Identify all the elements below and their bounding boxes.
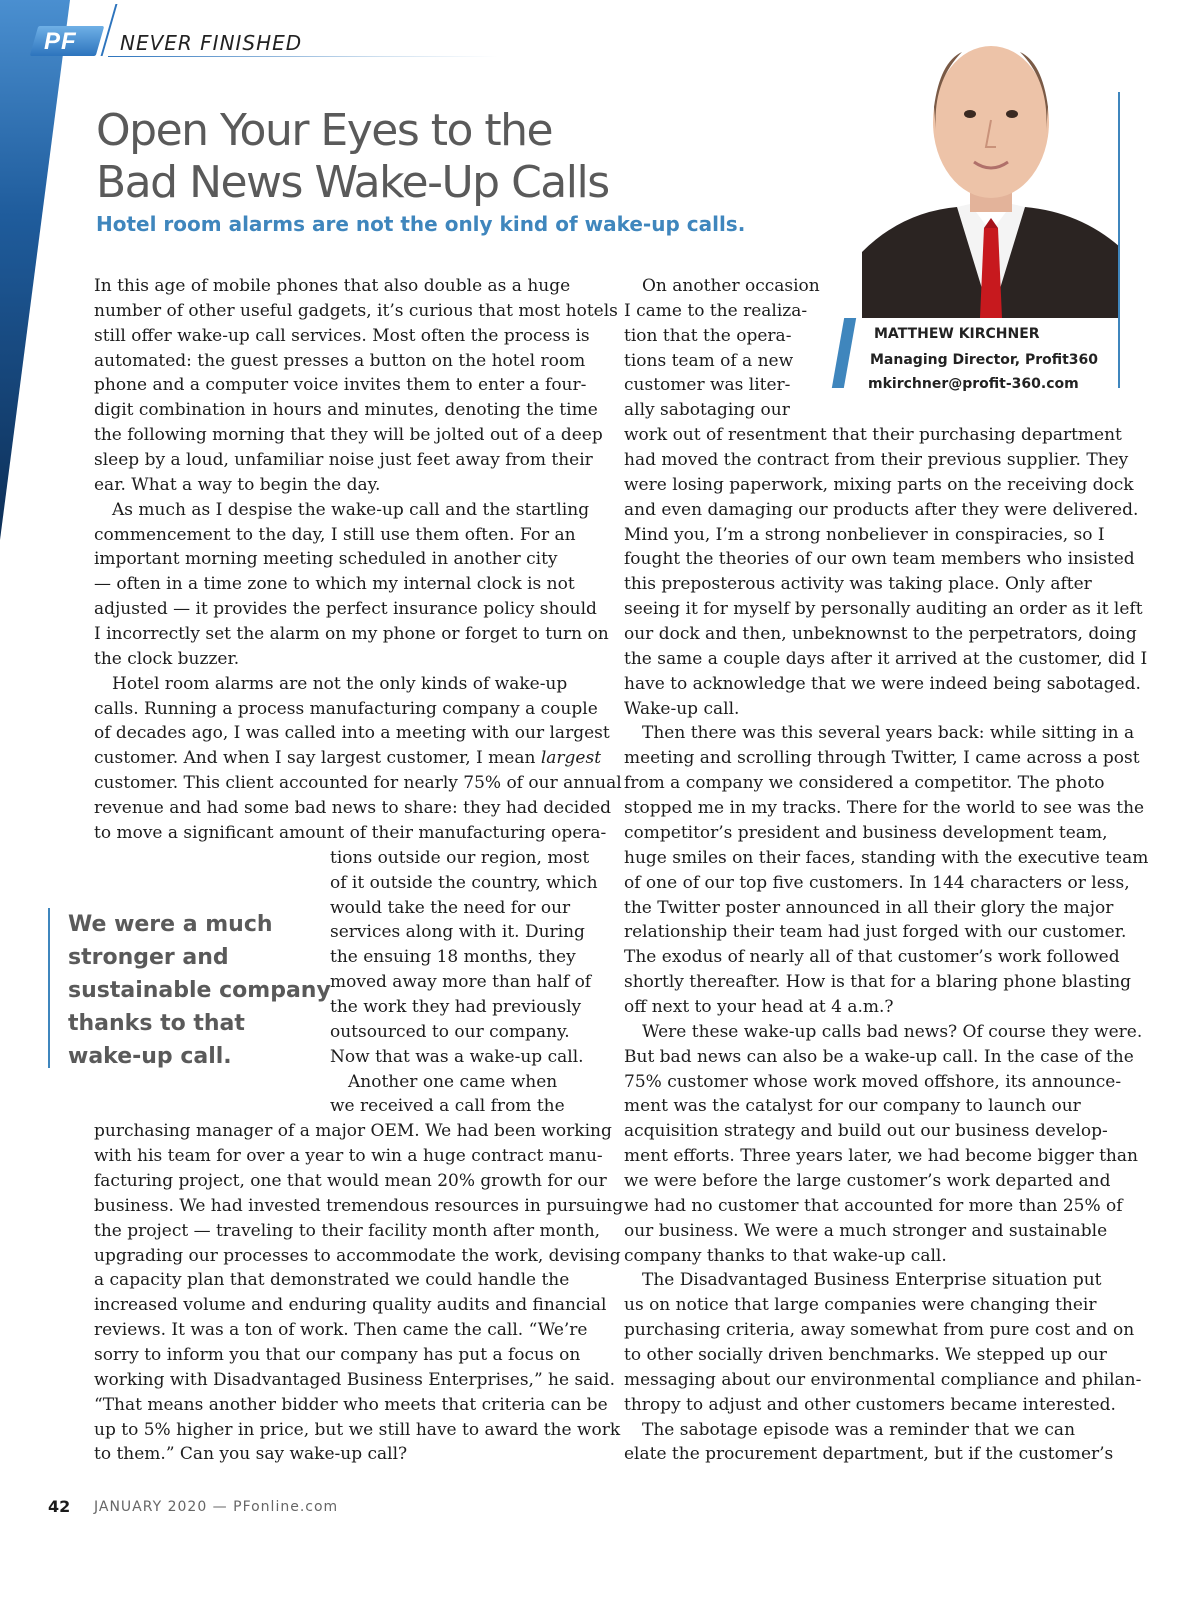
body-line: up to 5% higher in price, but we still have to award the work — [94, 1420, 621, 1440]
page-number: 42 — [48, 1497, 71, 1516]
body-line: thropy to adjust and other customers became interested. — [624, 1395, 1116, 1415]
author-role: Managing Director, Profit360 — [870, 352, 1099, 368]
body-line: the ensuing 18 months, they — [330, 947, 576, 967]
author-photo — [862, 22, 1120, 318]
body-line: this preposterous activity was taking place. Only after — [624, 574, 1092, 594]
body-line: sleep by a loud, unfamiliar noise just feet away from their — [94, 450, 593, 470]
body-line: of one of our top five customers. In 144 characters or less, — [624, 873, 1130, 893]
body-line: facturing project, one that would mean 20% growth for our — [94, 1171, 607, 1191]
body-line: to other socially driven benchmarks. We stepped up our — [624, 1345, 1107, 1365]
body-line: have to acknowledge that we were indeed being sabotaged. — [624, 674, 1141, 694]
body-line: relationship their team had just forged with our customer. — [624, 922, 1127, 942]
body-line: our dock and then, unbeknownst to the perpetrators, doing — [624, 624, 1137, 644]
pf-logo-text: PF — [44, 28, 77, 55]
body-line: Mind you, I’m a strong nonbeliever in conspiracies, so I — [624, 525, 1105, 545]
body-line: tions outside our region, most — [330, 848, 590, 868]
body-line: important morning meeting scheduled in another city — [94, 549, 558, 569]
body-line: business. We had invested tremendous resources in pursuing — [94, 1196, 624, 1216]
body-line: The exodus of nearly all of that customer’s work followed — [624, 947, 1120, 967]
body-line: meeting and scrolling through Twitter, I came across a post — [624, 748, 1140, 768]
body-line: working with Disadvantaged Business Enterprises,” he said. — [94, 1370, 616, 1390]
pull-quote-line: sustainable company — [68, 978, 331, 1003]
page-edge-stripe — [0, 0, 70, 540]
body-line: and even damaging our products after they were delivered. — [624, 500, 1139, 520]
body-line: tion that the opera- — [624, 326, 792, 346]
body-line: ear. What a way to begin the day. — [94, 475, 381, 495]
body-line-with-emphasis — [94, 746, 601, 770]
body-line: with his team for over a year to win a huge contract manu- — [94, 1146, 603, 1166]
pull-quote-line: thanks to that — [68, 1011, 245, 1036]
body-line: off next to your head at 4 a.m.? — [624, 997, 894, 1017]
body-line: of decades ago, I was called into a meeting with our largest — [94, 723, 610, 743]
body-line: seeing it for myself by personally auditing an order as it left — [624, 599, 1143, 619]
author-name: MATTHEW KIRCHNER — [874, 326, 1040, 342]
body-line: stopped me in my tracks. There for the world to see was the — [624, 798, 1145, 818]
body-line: Hotel room alarms are not the only kinds of wake-up — [112, 674, 568, 694]
body-line: The Disadvantaged Business Enterprise situation put — [642, 1270, 1102, 1290]
body-line: ment efforts. Three years later, we had become bigger than — [624, 1146, 1138, 1166]
title-line: Bad News Wake-Up Calls — [96, 157, 609, 208]
emphasis-word: largest — [540, 748, 602, 768]
body-line: we were before the large customer’s work departed and — [624, 1171, 1111, 1191]
body-line: moved away more than half of — [330, 972, 592, 992]
section-divider — [108, 56, 498, 57]
body-line: purchasing criteria, away somewhat from pure cost and on — [624, 1320, 1135, 1340]
body-line-text: customer. And when I say largest customer, I mean — [94, 748, 541, 768]
body-line: elate the procurement department, but if the customer’s — [624, 1444, 1114, 1464]
section-label: NEVER FINISHED — [120, 31, 303, 55]
article-subtitle: Hotel room alarms are not the only kind of wake-up calls. — [96, 212, 746, 236]
body-line: ment was the catalyst for our company to launch our — [624, 1096, 1081, 1116]
body-line: Wake-up call. — [624, 699, 740, 719]
body-line: we received a call from the — [330, 1096, 565, 1116]
author-byline — [838, 318, 1118, 392]
body-line: the Twitter poster announced in all their glory the major — [624, 898, 1114, 918]
photo-accent-rule — [1118, 92, 1120, 388]
body-line: purchasing manager of a major OEM. We had been working — [94, 1121, 612, 1141]
body-line: customer. This client accounted for nearly 75% of our annual — [94, 773, 622, 793]
body-line: would take the need for our — [330, 898, 571, 918]
footer-issue-info: JANUARY 2020 — PFonline.com — [94, 1499, 339, 1515]
body-line: services along with it. During — [330, 922, 585, 942]
body-line: revenue and had some bad news to share: they had decided — [94, 798, 612, 818]
body-line: our business. We were a much stronger and sustainable — [624, 1221, 1108, 1241]
body-line: work out of resentment that their purchasing department — [624, 425, 1122, 445]
body-line: the project — traveling to their facility month after month, — [94, 1221, 601, 1241]
body-line: huge smiles on their faces, standing with the executive team — [624, 848, 1149, 868]
body-line: us on notice that large companies were changing their — [624, 1295, 1097, 1315]
article-title — [96, 105, 796, 209]
pull-quote-line: wake-up call. — [68, 1044, 232, 1069]
body-line: automated: the guest presses a button on the hotel room — [94, 351, 586, 371]
body-line: reviews. It was a ton of work. Then came the call. “We’re — [94, 1320, 588, 1340]
body-line: In this age of mobile phones that also double as a huge — [94, 276, 571, 296]
body-line: competitor’s president and business development team, — [624, 823, 1108, 843]
body-line: Now that was a wake-up call. — [330, 1047, 584, 1067]
body-line: ally sabotaging our — [624, 400, 790, 420]
body-line: Another one came when — [348, 1072, 558, 1092]
body-line: calls. Running a process manufacturing company a couple — [94, 699, 598, 719]
body-line: acquisition strategy and build out our business develop- — [624, 1121, 1108, 1141]
body-line: of it outside the country, which — [330, 873, 598, 893]
body-line: a capacity plan that demonstrated we could handle the — [94, 1270, 570, 1290]
body-line: commencement to the day, I still use them often. For an — [94, 525, 576, 545]
body-line: increased volume and enduring quality audits and financial — [94, 1295, 607, 1315]
body-line: customer was liter- — [624, 375, 791, 395]
body-line: to move a significant amount of their manufacturing opera- — [94, 823, 607, 843]
body-line: “That means another bidder who meets that criteria can be — [94, 1395, 608, 1415]
body-line: the clock buzzer. — [94, 649, 240, 669]
body-line: The sabotage episode was a reminder that we can — [642, 1420, 1076, 1440]
body-line: to them.” Can you say wake-up call? — [94, 1444, 408, 1464]
body-line: outsourced to our company. — [330, 1022, 570, 1042]
body-line: Were these wake-up calls bad news? Of course they were. — [642, 1022, 1143, 1042]
body-line: company thanks to that wake-up call. — [624, 1246, 947, 1266]
body-line: As much as I despise the wake-up call and the startling — [112, 500, 590, 520]
body-line: I incorrectly set the alarm on my phone or forget to turn on — [94, 624, 609, 644]
body-line: 75% customer whose work moved offshore, its announce- — [624, 1072, 1122, 1092]
body-line: upgrading our processes to accommodate the work, devising — [94, 1246, 621, 1266]
body-line: the following morning that they will be jolted out of a deep — [94, 425, 603, 445]
body-line: had moved the contract from their previous supplier. They — [624, 450, 1129, 470]
body-line: sorry to inform you that our company has put a focus on — [94, 1345, 581, 1365]
body-line: still offer wake-up call services. Most often the process is — [94, 326, 590, 346]
body-line: But bad news can also be a wake-up call. In the case of the — [624, 1047, 1134, 1067]
title-line: Open Your Eyes to the — [96, 105, 553, 156]
pull-quote — [48, 908, 331, 1069]
body-line: from a company we considered a competitor. The photo — [624, 773, 1105, 793]
body-line: the same a couple days after it arrived at the customer, did I — [624, 649, 1148, 669]
pull-quote-line: We were a much — [68, 912, 273, 937]
body-line: On another occasion — [642, 276, 820, 296]
byline-accent-bar — [832, 318, 856, 388]
author-portrait-illustration — [862, 22, 1120, 318]
body-line: number of other useful gadgets, it’s curious that most hotels — [94, 301, 618, 321]
body-line: shortly thereafter. How is that for a blaring phone blasting — [624, 972, 1132, 992]
body-line: fought the theories of our own team members who insisted — [624, 549, 1135, 569]
pull-quote-line: stronger and — [68, 945, 229, 970]
body-line: the work they had previously — [330, 997, 582, 1017]
body-line: — often in a time zone to which my internal clock is not — [94, 574, 575, 594]
author-email: mkirchner@profit-360.com — [868, 376, 1079, 392]
body-line: Then there was this several years back: while sitting in a — [642, 723, 1135, 743]
body-line: messaging about our environmental compliance and philan- — [624, 1370, 1142, 1390]
body-line: were losing paperwork, mixing parts on the receiving dock — [624, 475, 1134, 495]
body-line: tions team of a new — [624, 351, 794, 371]
body-line: we had no customer that accounted for more than 25% of — [624, 1196, 1123, 1216]
body-line: adjusted — it provides the perfect insurance policy should — [94, 599, 597, 619]
body-line: digit combination in hours and minutes, denoting the time — [94, 400, 598, 420]
body-line: phone and a computer voice invites them to enter a four- — [94, 375, 587, 395]
body-line: I came to the realiza- — [624, 301, 808, 321]
